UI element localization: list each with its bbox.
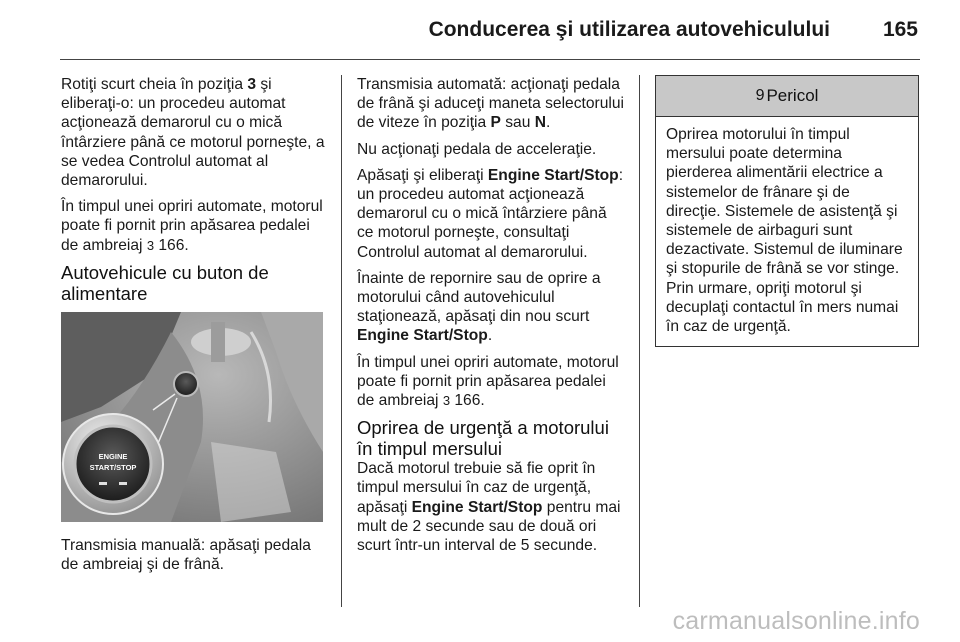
danger-title: Pericol xyxy=(766,86,819,105)
column-divider xyxy=(341,75,342,607)
paragraph: Dacă motorul trebuie să fie oprit în timpul mersului în caz de urgenţă, apăsaţi Engine Start/Stop pentru mai mult de 2 secunde sau de două ori scurt într-un interval de 5 secunde. xyxy=(357,460,621,555)
paragraph: În timpul unei opriri automate, motorul poate fi pornit prin apăsarea pedalei de ambreiaj 3 166. xyxy=(61,198,323,254)
watermark: carmanualsonline.info xyxy=(672,607,920,635)
section-heading: Oprirea de urgenţă a motorului în timpul mersului xyxy=(357,417,609,460)
danger-header xyxy=(656,76,918,117)
danger-text: Oprirea motorului în timpul mersului poate determina pierderea alimentării electrice a sistemelor de frânare şi de direcţie. Sistemele de asistenţă şi sistemele de airbaguri sunt dezactivate. Sistemul de iluminare şi stopurile de frână se vor stinge. Prin urmare, opriţi motorul şi decuplaţi contactul în mers numai în caz de urgenţă. xyxy=(666,126,903,336)
column-middle xyxy=(357,75,627,562)
cross-reference-arrow-icon: 3 xyxy=(442,393,451,409)
paragraph: Înainte de repornire sau de oprire a motorului când autovehiculul staţionează, apăsaţi din nou scurt Engine Start/Stop. xyxy=(357,269,601,345)
running-title: Conducerea şi utilizarea autovehiculului xyxy=(428,18,830,41)
danger-warning-box xyxy=(655,75,919,347)
engine-start-stop-photo xyxy=(61,312,323,522)
paragraph: Rotiţi scurt cheia în poziţia 3 şi eliberaţi-o: un procedeu automat acţionează demarorul cu o mică întârziere până ce motorul porneşte, a se vedea Controlul automat al demarorului. xyxy=(61,76,325,190)
paragraph: Nu acţionaţi pedala de acceleraţie. xyxy=(357,140,597,158)
warning-triangle-icon: 9 xyxy=(755,87,765,104)
header-rule xyxy=(60,59,920,60)
paragraph: Transmisia automată: acţionaţi pedala de frână şi aduceţi maneta selectorului de viteze în poziţia P sau N. xyxy=(357,76,624,132)
button-label-engine: ENGINE xyxy=(98,451,128,461)
paragraph: În timpul unei opriri automate, motorul poate fi pornit prin apăsarea pedalei de ambreiaj 3 166. xyxy=(357,353,619,410)
page-number: 165 xyxy=(882,18,918,41)
section-heading: Autovehicule cu buton de alimentare xyxy=(61,261,269,304)
button-label-start-stop: START/STOP xyxy=(89,462,137,472)
cross-reference-arrow-icon: 3 xyxy=(146,237,155,253)
paragraph: Apăsaţi şi eliberaţi Engine Start/Stop: un procedeu automat acţionează demarorul cu o mică întârziere până ce motorul porneşte, consultaţi Controlul automat al demarorului. xyxy=(357,166,624,261)
paragraph: Transmisia manuală: apăsaţi pedala de ambreiaj şi de frână. xyxy=(61,536,311,574)
column-divider xyxy=(639,75,640,607)
column-left xyxy=(61,75,329,581)
